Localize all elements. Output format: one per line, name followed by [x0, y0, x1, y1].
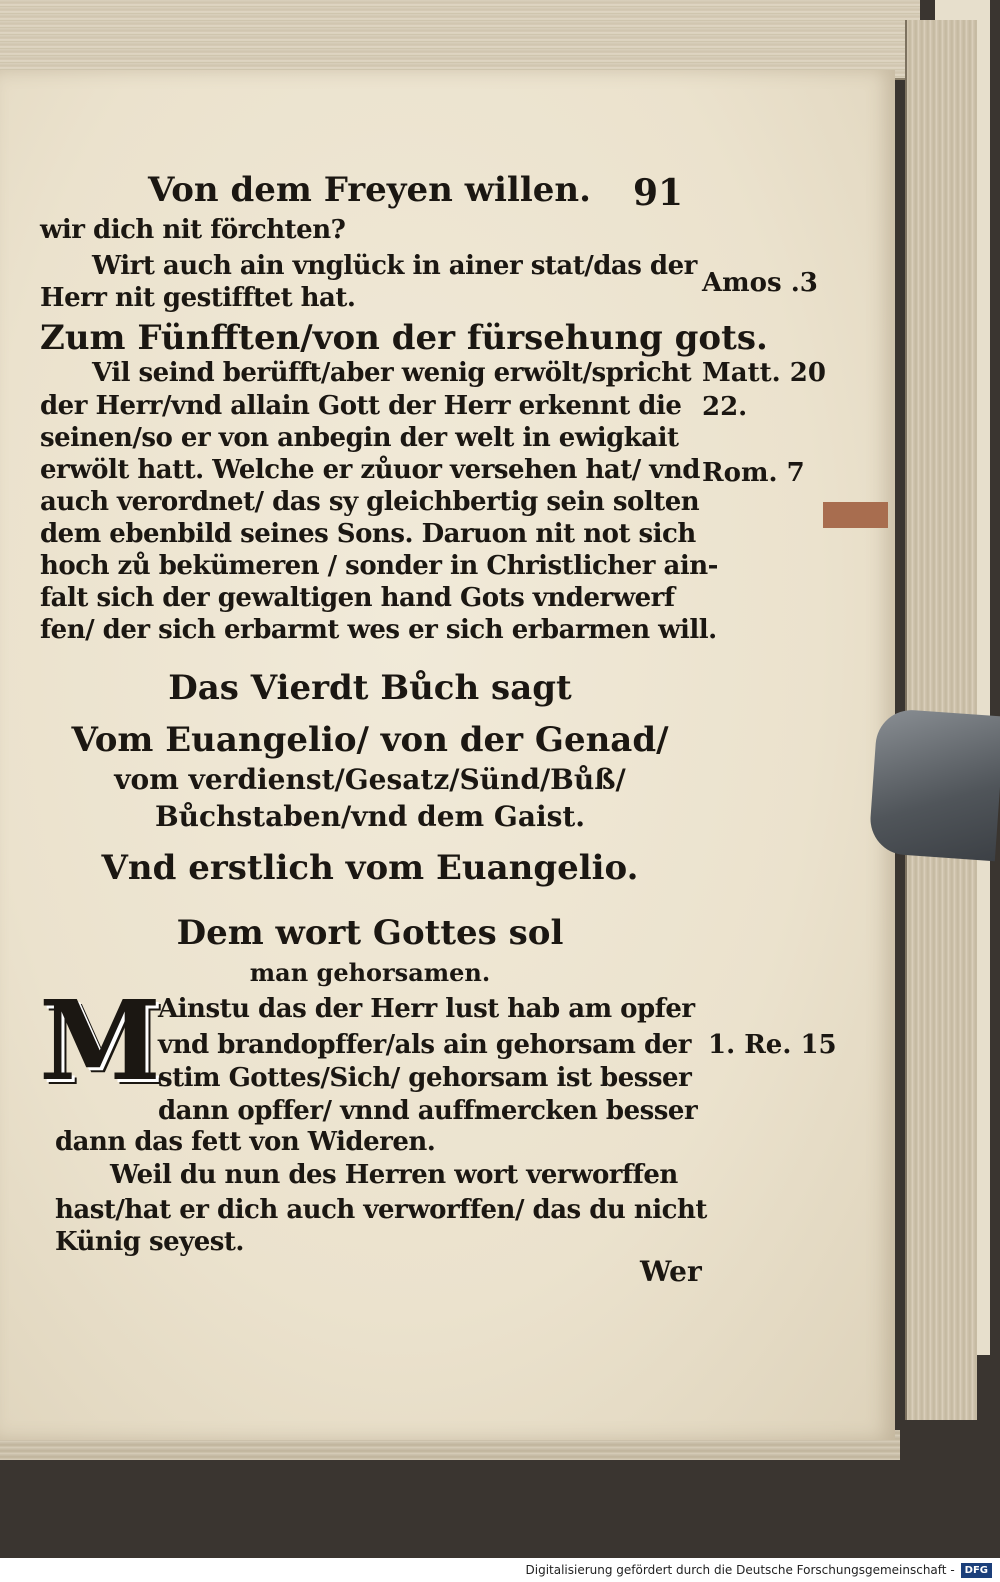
book-heading-line: Vom Euangelio/ von der Genad/ — [71, 720, 669, 760]
text-line: stim Gottes/Sich/ gehorsam ist besser — [158, 1063, 692, 1093]
margin-note: Rom. 7 — [702, 458, 805, 488]
drop-cap: M — [39, 975, 161, 1105]
text-line: auch verordnet/ das sy gleichbertig sein solten — [40, 487, 700, 517]
text-line: Herr nit gestifftet hat. — [40, 283, 356, 313]
book-heading-line: Bůchstaben/vnd dem Gaist. — [154, 800, 586, 833]
text-line: der Herr/vnd allain Gott der Herr erkennt die — [40, 391, 682, 421]
margin-note: 1. Re. 15 — [708, 1030, 837, 1060]
text-line: fen/ der sich erbarmt wes er sich erbarmen will. — [40, 615, 717, 645]
margin-note: Matt. 20 — [702, 358, 826, 388]
catchword: Wer — [640, 1255, 702, 1288]
margin-note: 22. — [702, 392, 748, 422]
bookmark-ribbon — [823, 502, 888, 528]
text-line: dem ebenbild seines Sons. Daruon nit not sich — [40, 519, 696, 549]
text-line: vnd brandopffer/als ain gehorsam der — [158, 1030, 691, 1060]
text-line: erwölt hatt. Welche er zůuor versehen hat/ vnd — [40, 455, 700, 485]
text-line: wir dich nit förchten? — [40, 215, 346, 245]
book-heading-line: Das Vierdt Bůch sagt — [168, 668, 572, 708]
subheading: Dem wort Gottes sol — [176, 913, 564, 953]
text-line: dann das fett von Wideren. — [55, 1127, 436, 1157]
text-line: Künig seyest. — [55, 1227, 244, 1257]
dfg-logo: DFG — [961, 1563, 992, 1578]
digitization-footer — [0, 1558, 1000, 1582]
footer-credit: Digitalisierung gefördert durch die Deutsche Forschungsgemeinschaft - — [525, 1563, 955, 1577]
running-header-title: Von dem Freyen willen. — [148, 170, 591, 210]
text-line: hast/hat er dich auch verworffen/ das du nicht — [55, 1195, 707, 1225]
page-edges-top — [0, 0, 920, 80]
margin-note: Amos .3 — [702, 268, 818, 298]
subheading: Vnd erstlich vom Euangelio. — [101, 848, 639, 888]
text-line: dann opffer/ vnnd auffmercken besser — [158, 1096, 698, 1126]
page-number: 91 — [633, 172, 684, 214]
text-line: Vil seind berüfft/aber wenig erwölt/spricht — [92, 358, 692, 388]
text-line: Weil du nun des Herren wort verworffen — [110, 1160, 678, 1190]
text-line: seinen/so er von anbegin der welt in ewigkait — [40, 423, 679, 453]
text-line: Ainstu das der Herr lust hab am opfer — [158, 994, 695, 1024]
page-clip — [868, 708, 1000, 862]
text-line: hoch zů bekümeren / sonder in Christlicher ain- — [40, 551, 718, 581]
text-line: falt sich der gewaltigen hand Gots vnderwerf — [40, 583, 675, 613]
section-heading: Zum Fünfften/von der fürsehung gots. — [40, 318, 768, 358]
book-heading-line: vom verdienst/Gesatz/Sünd/Bůß/ — [114, 763, 626, 796]
text-line: Wirt auch ain vnglück in ainer stat/das der — [92, 251, 697, 281]
subheading: man gehorsamen. — [249, 958, 491, 987]
